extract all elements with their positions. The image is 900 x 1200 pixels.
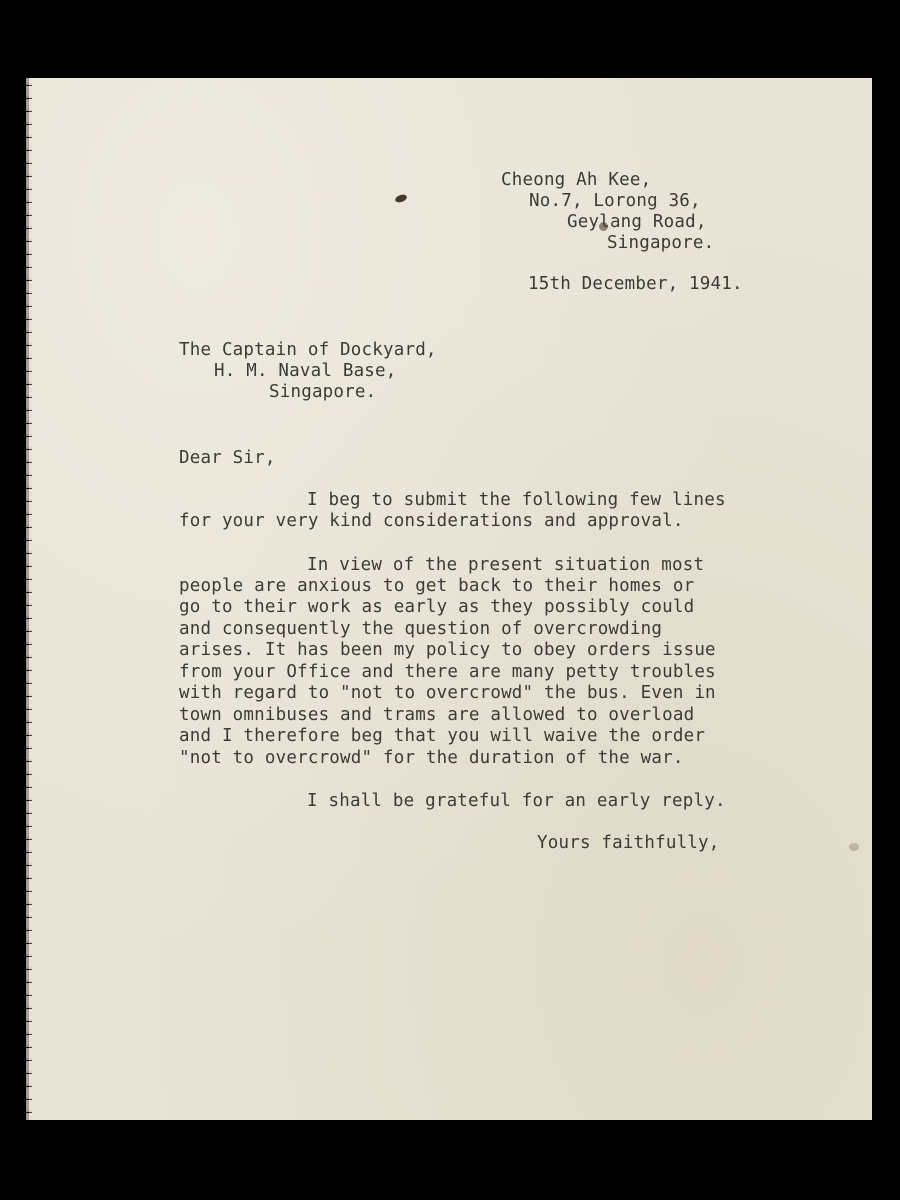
sender-name: Cheong Ah Kee,: [501, 170, 652, 190]
paragraph2-line: from your Office and there are many petty troubles: [179, 662, 716, 682]
paragraph2-line: people are anxious to get back to their homes or: [179, 576, 695, 596]
paragraph2-line: arises. It has been my policy to obey orders issue: [179, 640, 716, 660]
sender-address-line2: Geylang Road,: [567, 212, 707, 232]
paragraph2-line: go to their work as early as they possibly could: [179, 597, 695, 617]
paragraph1-line: for your very kind considerations and approval.: [179, 511, 684, 531]
paragraph2-line: "not to overcrowd" for the duration of the war.: [179, 748, 684, 768]
paper-stain-mark: [849, 843, 859, 851]
paragraph2-line: and I therefore beg that you will waive the order: [179, 726, 706, 746]
letter-page: [29, 78, 872, 1120]
ink-blot-mark: [394, 193, 408, 204]
paragraph2-line: with regard to "not to overcrowd" the bus. Even in: [179, 683, 716, 703]
valediction: Yours faithfully,: [537, 833, 720, 853]
recipient-line1: The Captain of Dockyard,: [179, 340, 437, 360]
sender-address-line1: No.7, Lorong 36,: [529, 191, 701, 211]
recipient-line2: H. M. Naval Base,: [214, 361, 397, 381]
sender-city: Singapore.: [607, 233, 715, 253]
paragraph1-line: I beg to submit the following few lines: [307, 490, 726, 510]
closing-line: I shall be grateful for an early reply.: [307, 791, 726, 811]
paragraph2-line: and consequently the question of overcrowding: [179, 619, 663, 639]
paragraph2-line: In view of the present situation most: [307, 555, 705, 575]
salutation: Dear Sir,: [179, 448, 276, 468]
recipient-line3: Singapore.: [269, 382, 377, 402]
letter-date: 15th December, 1941.: [528, 274, 743, 294]
paragraph2-line: town omnibuses and trams are allowed to overload: [179, 705, 695, 725]
